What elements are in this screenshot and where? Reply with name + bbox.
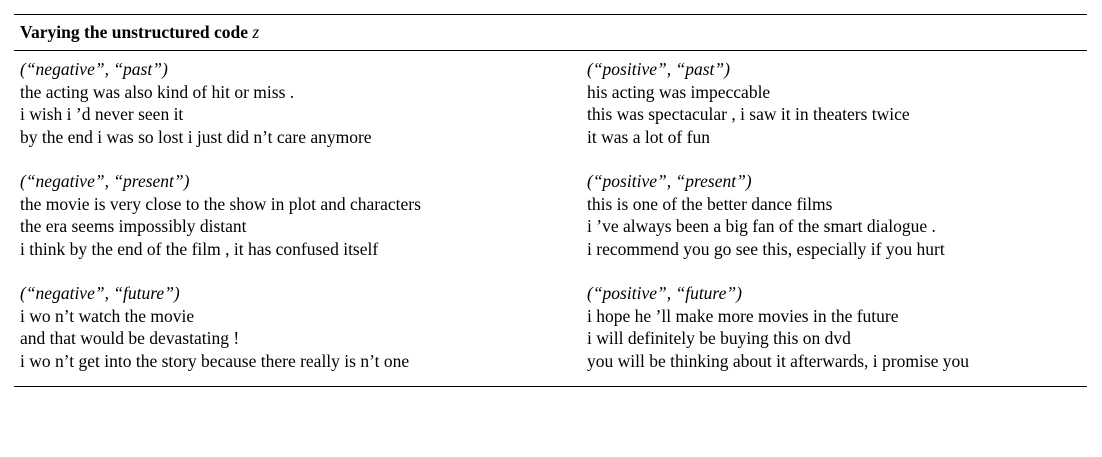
sentence: and that would be devastating ! xyxy=(20,328,240,348)
group-label: (“negative”, “present”) xyxy=(20,171,190,191)
group-label: (“positive”, “past”) xyxy=(587,59,730,79)
sentence: i think by the end of the film , it has confused itself xyxy=(20,238,379,259)
column-negative xyxy=(14,58,581,372)
bottom-rule xyxy=(14,386,1087,387)
sentence: by the end i was so lost i just did n’t care anymore xyxy=(20,126,372,147)
group-positive-present xyxy=(587,170,1087,260)
group-label: (“negative”, “future”) xyxy=(20,283,180,303)
header-title: Varying the unstructured code xyxy=(20,22,248,42)
examples-table xyxy=(14,14,1087,387)
group-positive-past xyxy=(587,58,1087,148)
group-label: (“negative”, “past”) xyxy=(20,59,168,79)
group-positive-future xyxy=(587,282,1087,372)
sentence: the movie is very close to the show in plot and characters xyxy=(20,193,421,214)
sentence: his acting was impeccable xyxy=(587,81,771,102)
sentence: the era seems impossibly distant xyxy=(20,216,247,236)
sentence: the acting was also kind of hit or miss . xyxy=(20,81,295,102)
table-body xyxy=(14,51,1087,372)
sentence: it was a lot of fun xyxy=(587,126,710,147)
sentence: you will be thinking about it afterwards, i promise you xyxy=(587,350,970,371)
group-label: (“positive”, “future”) xyxy=(587,283,742,303)
group-negative-present xyxy=(20,170,581,260)
sentence: i recommend you go see this, especially if you hurt xyxy=(587,238,945,259)
table-header xyxy=(14,15,1087,50)
sentence: i wo n’t get into the story because there really is n’t one xyxy=(20,350,410,371)
column-positive xyxy=(581,58,1087,372)
group-negative-past xyxy=(20,58,581,148)
sentence: i ’ve always been a big fan of the smart dialogue . xyxy=(587,216,936,236)
sentence: i wo n’t watch the movie xyxy=(20,305,195,326)
sentence: this is one of the better dance films xyxy=(587,193,833,214)
group-label: (“positive”, “present”) xyxy=(587,171,752,191)
sentence: i hope he ’ll make more movies in the future xyxy=(587,305,899,326)
header-variable: z xyxy=(252,22,260,42)
group-negative-future xyxy=(20,282,581,372)
sentence: this was spectacular , i saw it in theaters twice xyxy=(587,104,910,124)
sentence: i will definitely be buying this on dvd xyxy=(587,328,851,348)
sentence: i wish i ’d never seen it xyxy=(20,104,184,124)
